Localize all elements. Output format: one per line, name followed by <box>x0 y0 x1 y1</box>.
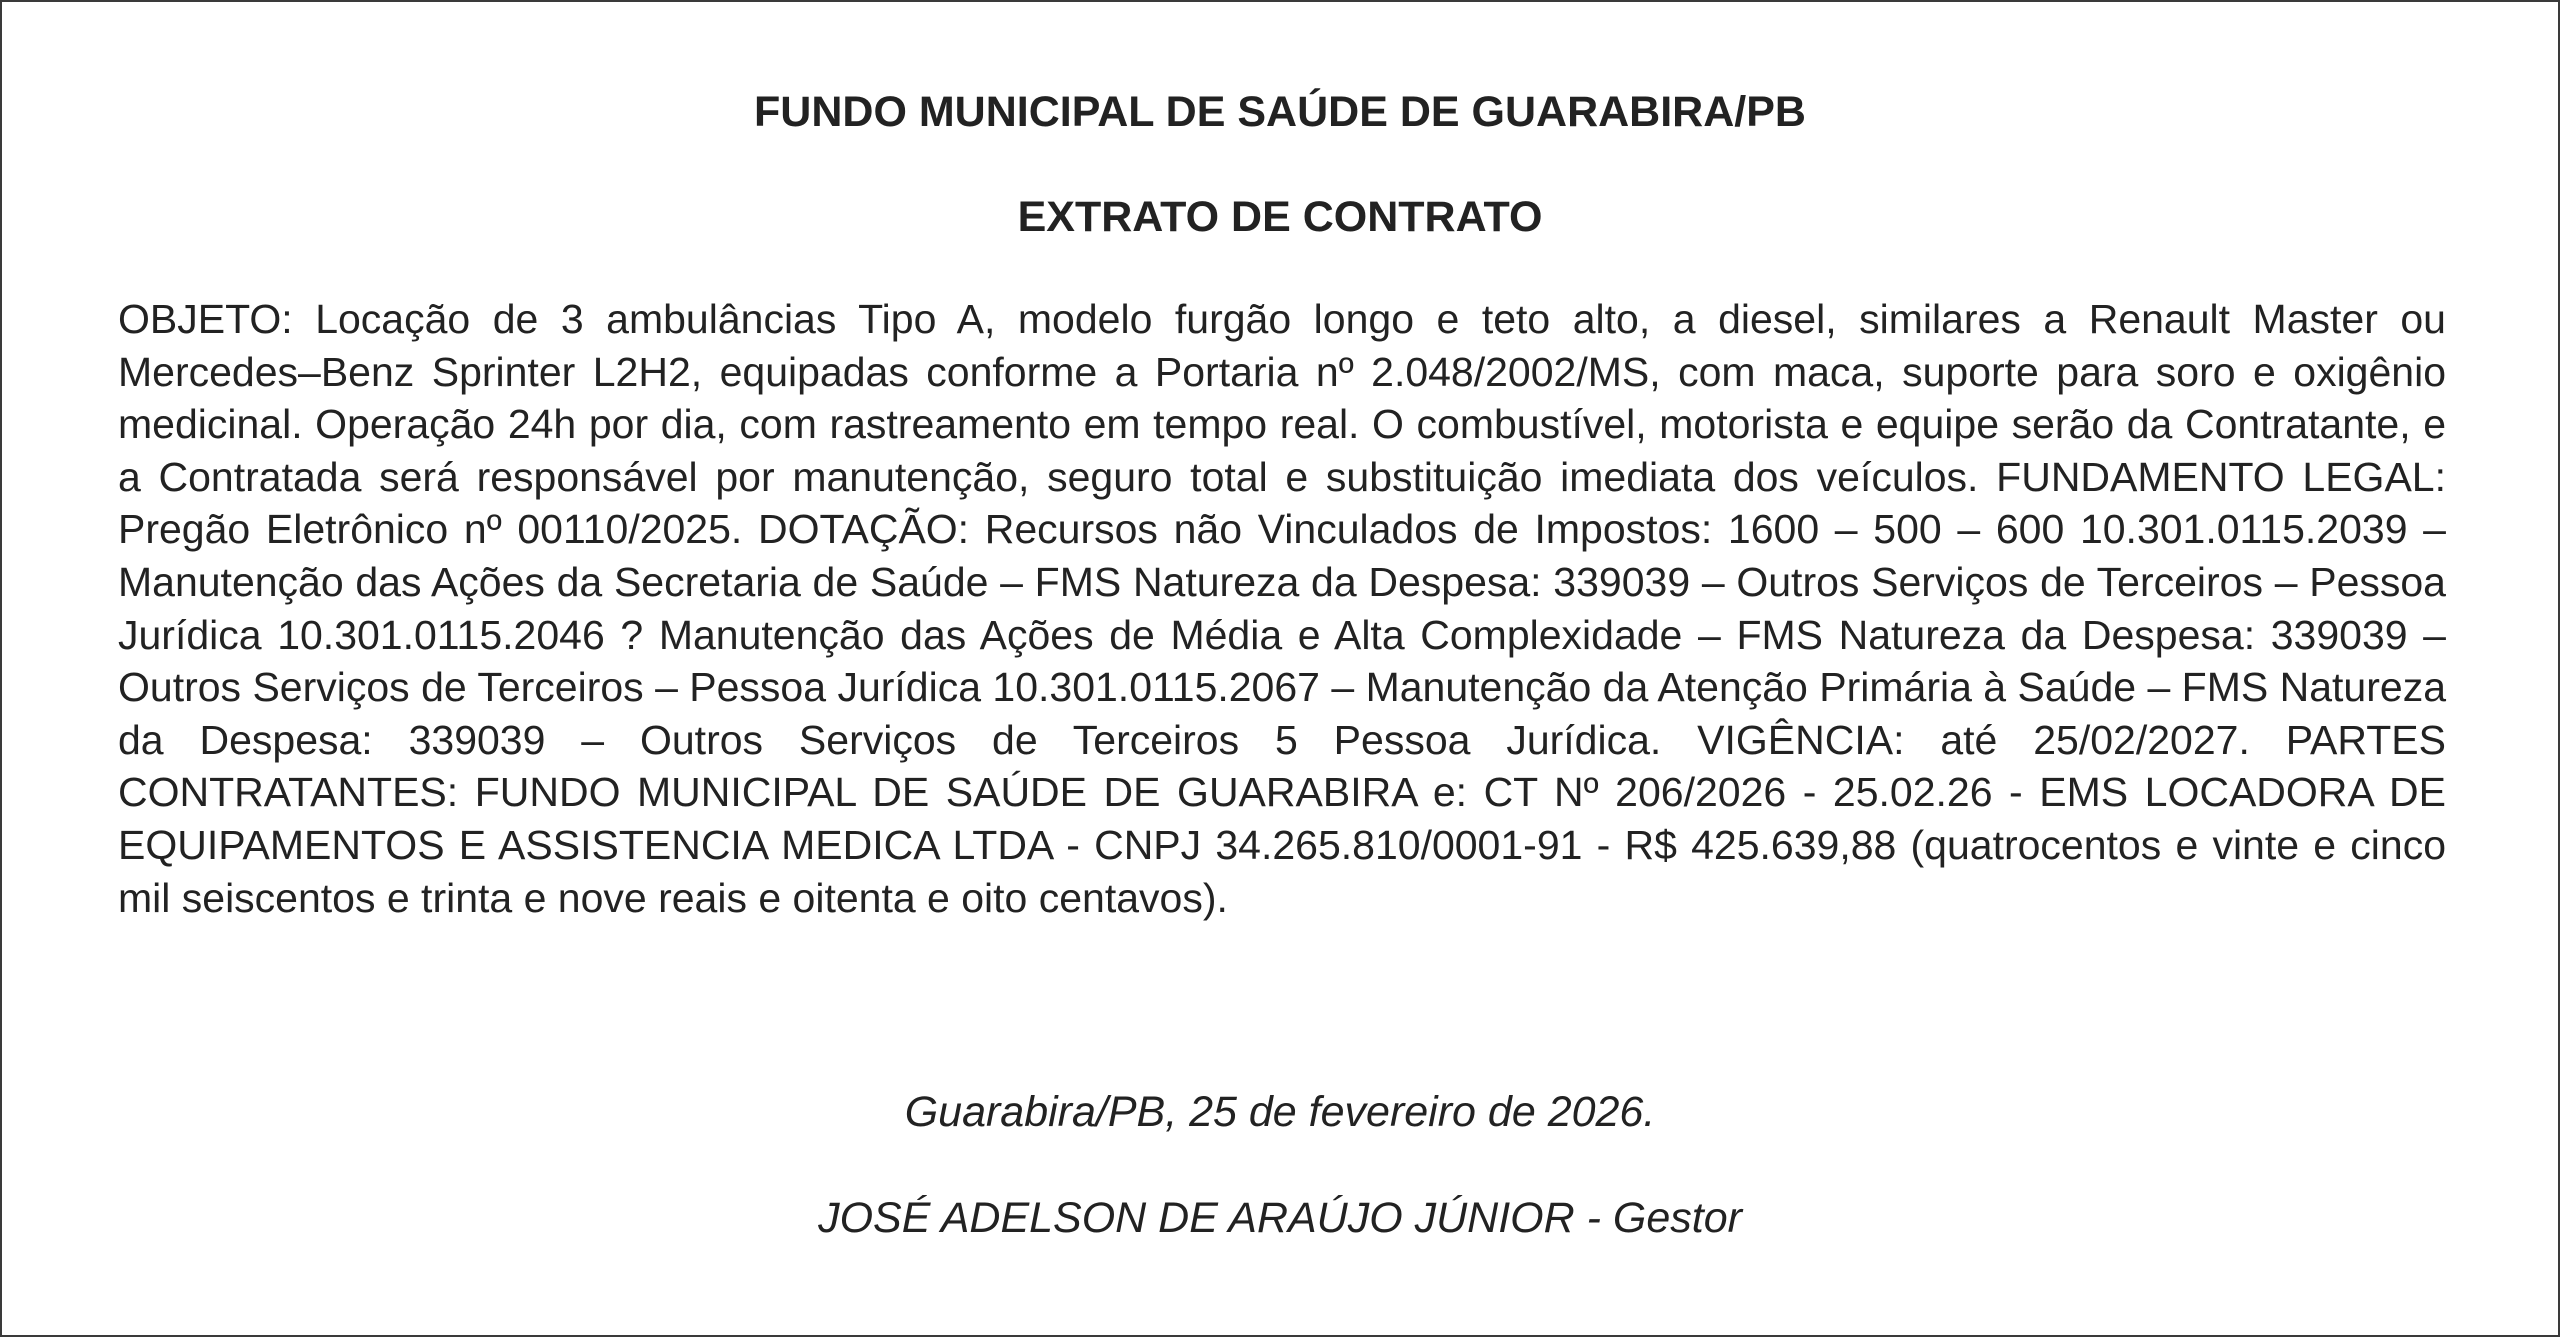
date-line: Guarabira/PB, 25 de fevereiro de 2026. <box>904 1088 1656 1136</box>
contract-extract-body: OBJETO: Locação de 3 ambulâncias Tipo A, modelo furgão longo e teto alto, a diesel, similares a Renault Master ou Mercedes–Benz Sprinter L2H2, equipadas conforme a Portaria nº 2.048/2002/MS, com maca, suporte para soro e oxigênio medicinal. Operação 24h por dia, com rastreamento em tempo real. O combustível, motorista e equipe serão da Contratante, e a Contratada será responsável por manutenção, seguro total e substituição imediata dos veículos. FUNDAMENTO LEGAL: Pregão Eletrônico nº 00110/2025. DOTAÇÃO: Recursos não Vinculados de Impostos: 1600 – 500 – 600 10.301.0115.2039 – Manutenção das Ações da Secretaria de Saúde – FMS Natureza da Despesa: 339039 – Outros Serviços de Terceiros – Pessoa Jurídica 10.301.0115.2046 ? Manutenção das Ações de Média e Alta Complexidade – FMS Natureza da Despesa: 339039 – Outros Serviços de Terceiros – Pessoa Jurídica 10.301.0115.2067 – Manutenção da Atenção Primária à Saúde – FMS Natureza da Despesa: 339039 – Outros Serviços de Terceiros 5 Pessoa Jurídica. VIGÊNCIA: até 25/02/2027. PARTES CONTRATANTES: FUNDO MUNICIPAL DE SAÚDE DE GUARABIRA e: CT Nº 206/2026 - 25.02.26 - EMS LOCADORA DE EQUIPAMENTOS E ASSISTENCIA MEDICA LTDA - CNPJ 34.265.810/0001-91 - R$ 425.639,88 (quatrocentos e vinte e cinco mil seiscentos e trinta e nove reais e oitenta e oito centavos). <box>118 296 2446 921</box>
signature-line: JOSÉ ADELSON DE ARAÚJO JÚNIOR - Gestor <box>818 1194 1742 1242</box>
document-subtitle: EXTRATO DE CONTRATO <box>1017 193 1543 241</box>
document-title: FUNDO MUNICIPAL DE SAÚDE DE GUARABIRA/PB <box>754 88 1806 136</box>
